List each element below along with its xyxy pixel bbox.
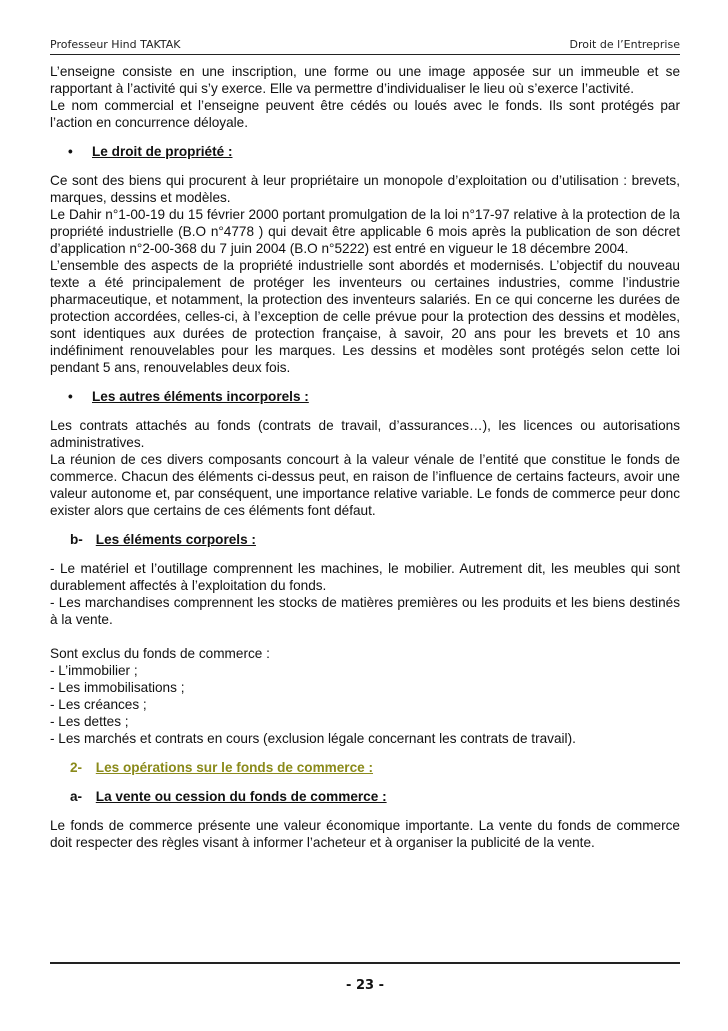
page xyxy=(50,38,680,851)
paragraph-ensemble: L’ensemble des aspects de la propriété industrielle sont abordés et modernisés. L’objectif du nouveau texte a été principalement de protéger les inventeurs ou certaines industries, comme l’industrie pharmaceutique, et notamment, la protection des inventeurs salariés. En ce qui concerne les durées de protection accordées, celles-ci, à l’exception de celle prévue pour la protection des dessins et modèles, sont identiques aux durées de protection française, à savoir, 20 ans pour les brevets et 10 ans indéfiniment renouvelables pour les marques. Les dessins et modèles sont protégés selon cette loi pendant 5 ans, renouvelables deux fois. xyxy=(50,258,680,375)
paragraph-contrats: Les contrats attachés au fonds (contrats de travail, d’assurances…), les licences ou autorisations administratives. xyxy=(50,418,680,450)
bullet-droit-propriete xyxy=(68,143,680,160)
paragraph-dahir: Le Dahir n°1-00-19 du 15 février 2000 portant promulgation de la loi n°17-97 relative à la protection de la propriété industrielle (B.O n°4778 ) qui devait être applicable 6 mois après la publication de son décret d’application n°2-00-368 du 7 juin 2004 (B.O n°5222) est entré en vigueur le 18 décembre 2004. xyxy=(50,207,680,256)
heading-label: La vente ou cession du fonds de commerce : xyxy=(95,789,387,804)
heading-number: 2- xyxy=(70,760,83,775)
paragraph-materiel: - Le matériel et l’outillage comprennent les machines, le mobilier. Autrement dit, les meubles qui sont durablement affectés à l’exploitation du fonds. xyxy=(50,561,680,593)
exclusions-title: Sont exclus du fonds de commerce : xyxy=(50,646,270,661)
header-author: Professeur Hind TAKTAK xyxy=(50,38,181,51)
bullet-autres-elements xyxy=(68,388,680,405)
bullet-label: Les autres éléments incorporels : xyxy=(92,389,309,404)
exclusion-item: - Les immobilisations ; xyxy=(50,680,185,695)
paragraph-nom-commercial: Le nom commercial et l’enseigne peuvent être cédés ou loués avec le fonds. Ils sont protégés par l’action en concurrence déloyale. xyxy=(50,98,680,130)
bullet-icon: • xyxy=(68,389,73,404)
paragraph-biens: Ce sont des biens qui procurent à leur propriétaire un monopole d’exploitation ou d’utilisation : brevets, marques, dessins et modèles. xyxy=(50,173,680,205)
heading-number: a- xyxy=(70,789,83,804)
heading-label: Les éléments corporels : xyxy=(95,532,256,547)
exclusion-item: - Les marchés et contrats en cours (exclusion légale concernant les contrats de travail). xyxy=(50,731,576,746)
bullet-label: Le droit de propriété : xyxy=(92,144,233,159)
exclusion-item: - Les créances ; xyxy=(50,697,147,712)
bullet-icon: • xyxy=(68,144,73,159)
header-course: Droit de l’Entreprise xyxy=(569,38,680,51)
exclusion-item: - Les dettes ; xyxy=(50,714,129,729)
page-footer xyxy=(50,962,680,993)
exclusion-item: - L’immobilier ; xyxy=(50,663,138,678)
heading-elements-corporels xyxy=(70,531,680,548)
heading-vente-cession xyxy=(70,788,680,805)
paragraph-reunion: La réunion de ces divers composants concourt à la valeur vénale de l’entité que constitue le fonds de commerce. Chacun des éléments ci-dessus peut, en raison de l’influence de certains facteurs, avoir une valeur autonome et, par conséquent, une importance relative variable. Le fonds de commerce peur donc exister alors que certains de ces éléments font défaut. xyxy=(50,452,680,518)
heading-label: Les opérations sur le fonds de commerce : xyxy=(95,760,374,775)
paragraph-marchandises: - Les marchandises comprennent les stocks de matières premières ou les produits et les biens destinés à la vente. xyxy=(50,595,680,627)
heading-operations xyxy=(70,759,680,776)
paragraph-enseigne: L’enseigne consiste en une inscription, une forme ou une image apposée sur un immeuble et se rapportant à l’activité qui s’y exerce. Elle va permettre d’individualiser le lieu où s’exerce l’activité. xyxy=(50,64,680,96)
page-header xyxy=(50,38,680,55)
heading-number: b- xyxy=(70,532,83,547)
paragraph-vente: Le fonds de commerce présente une valeur économique importante. La vente du fonds de commerce doit respecter des règles visant à informer l’acheteur et à organiser la publicité de la vente. xyxy=(50,818,680,850)
page-number: - 23 - xyxy=(346,978,384,993)
